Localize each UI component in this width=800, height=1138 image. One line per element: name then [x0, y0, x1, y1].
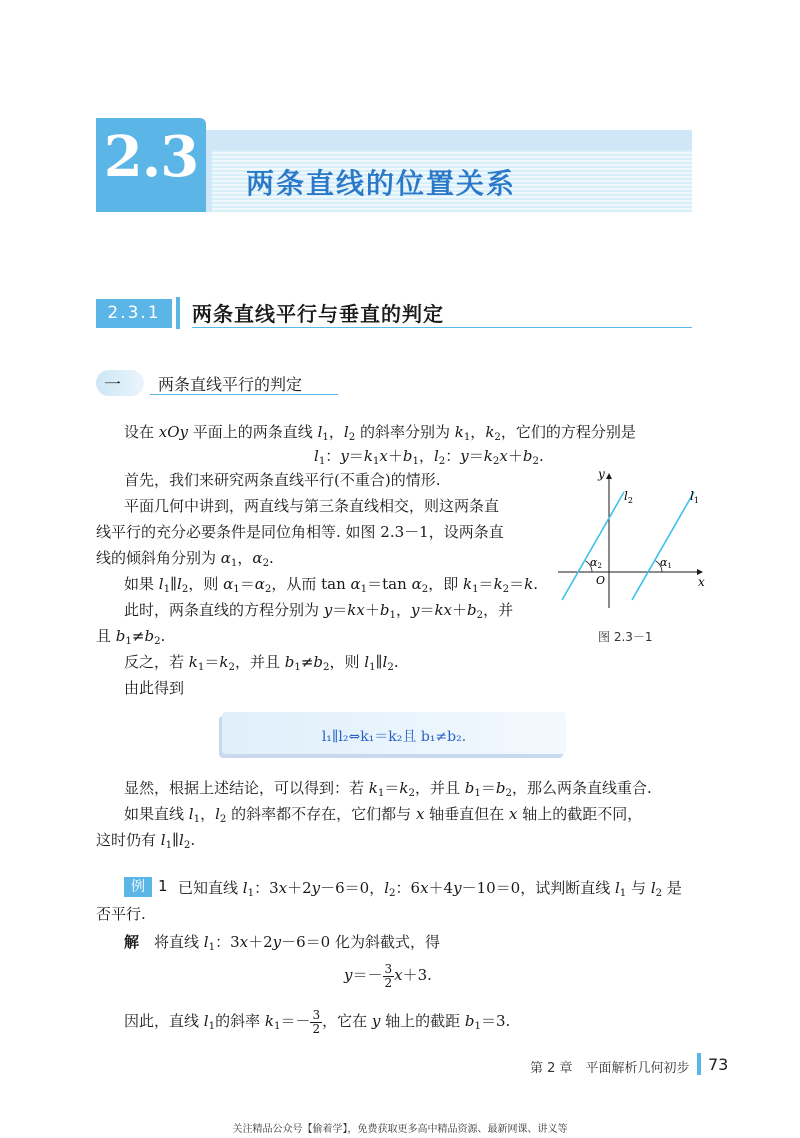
body-paragraph: 由此得到 [124, 679, 185, 697]
svg-text:l1: $l_1$ [690, 489, 699, 505]
alpha2-label: α [590, 556, 598, 569]
l1-label: l [690, 489, 694, 503]
body-paragraph: 反之，若 $k_1=k_2$，并且 $b_1\ne b_2$，则 $l_1\parallel l_2$. [124, 653, 399, 674]
subsection-underline [150, 394, 338, 395]
l2-label: l [624, 489, 628, 503]
y-axis-label: y [598, 468, 605, 481]
line-l2 [562, 492, 624, 600]
body-paragraph: 且 $b_1\ne b_2$. [96, 627, 166, 648]
origin-label: O [596, 574, 606, 587]
footer-note: 关注精品公众号【偷着学】，免费获取更多高中精品资源、最新网课、讲义等 [232, 1124, 568, 1135]
body-paragraph: 线平行的充分必要条件是同位角相等. 如图 2.3－1，设两条直 [96, 523, 504, 541]
solution-text: 解 将直线 $l_1$：3x＋2y－6＝0 化为斜截式，得 [124, 933, 440, 954]
section-underline [192, 327, 692, 328]
example-text: 已知直线 $l_1$：3x＋2y－6＝0，$l_2$：6x＋4y－10＝0，试判断直线 $l_1$ 与 $l_2$ 是 [178, 879, 682, 900]
body-paragraph: 如果 $l_1\parallel l_2$，则 $\alpha_1=\alpha_2$，从而 $\tan \alpha_1=\tan$ $\alpha_2$，即 $k_1=k_2=k$. [124, 575, 539, 596]
figure-caption: 图 2.3－1 [598, 630, 653, 644]
footer-chapter: 第 2 章 平面解析几何初步 [530, 1061, 690, 1076]
section-number: 2.3.1 [96, 299, 172, 328]
body-paragraph: 显然，根据上述结论，可以得到：若 $k_1=k_2$，并且 $b_1=b_2$，那么两条直线重合. [124, 779, 652, 800]
body-paragraph: 此时，两条直线的方程分别为 $y=kx+b_1$，$y=kx+b_2$，并 [124, 601, 514, 622]
example-text: 否平行. [96, 905, 146, 923]
svg-text:α1: α1 [660, 556, 672, 570]
chapter-number: 2.3 [103, 124, 199, 190]
body-paragraph: 如果直线 $l_1$，$l_2$ 的斜率都不存在，它们都与 x 轴垂直但在 x 轴上的截距不同， [124, 805, 643, 826]
body-paragraph: 这时仍有 $l_1\parallel l_2$. [96, 831, 196, 852]
subsection-number: 一 [104, 375, 121, 395]
svg-text:l2: $l_2$ [624, 489, 633, 505]
body-paragraph: 设在 xOy 平面上的两条直线 $l_1$，$l_2$ 的斜率分别为 $k_1$，$k_2$，它们的方程分别是 [124, 423, 636, 444]
body-paragraph: 线的倾斜角分别为 $\alpha_1$，$\alpha_2$. [96, 549, 274, 570]
fraction-denominator: 2 [384, 975, 393, 990]
equation-line: y＝－ $\frac{3}{2}$ x＋3. [344, 961, 432, 990]
svg-text:α2: α2 [590, 556, 602, 570]
section-title: 两条直线平行与垂直的判定 [192, 302, 444, 326]
example-badge: 例 [124, 877, 152, 897]
body-paragraph: 首先，我们来研究两条直线平行(不重合)的情形. [124, 471, 441, 489]
chapter-title: 两条直线的位置关系 [246, 167, 517, 200]
subsection-title: 两条直线平行的判定 [158, 375, 303, 394]
line-l1 [632, 492, 694, 600]
x-axis-label: x [698, 575, 705, 589]
fraction-numerator: 3 [384, 961, 393, 976]
footer-divider [697, 1053, 701, 1075]
alpha1-label: α [660, 556, 668, 569]
key-result-text: l₁∥l₂⇔k₁＝k₂且 b₁≠b₂. [321, 729, 467, 745]
equation-line: $l_1$：$y=k_1x+b_1$，$l_2$：$y=k_2x+b_2$. [314, 447, 544, 468]
body-paragraph: 因此，直线 $l_1$的斜率 $k_1=-$ $\frac{3}{2}$ ，它在 y 轴上的截距 $b_1=3$. [124, 1007, 511, 1036]
body-paragraph: 平面几何中讲到，两直线与第三条直线相交，则这两条直 [124, 497, 500, 515]
page-number: 73 [708, 1055, 729, 1074]
figure-parallel-lines [552, 468, 720, 618]
example-number: 1 [158, 877, 168, 895]
section-divider [176, 297, 180, 329]
